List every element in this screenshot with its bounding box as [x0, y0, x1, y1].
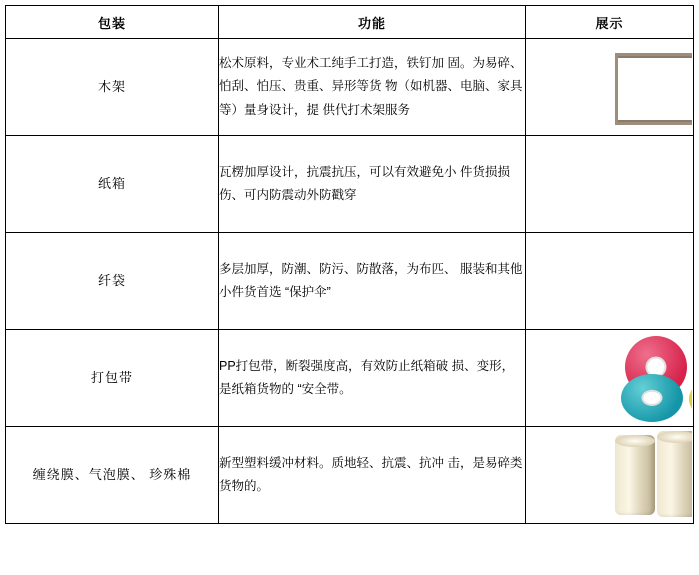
cell-display-image: [526, 427, 694, 524]
cell-display-image: [526, 330, 694, 427]
cell-package-name: 缠绕膜、气泡膜、 珍殊棉: [6, 427, 219, 524]
column-header-display: 展示: [526, 6, 694, 39]
cell-function-text: 新型塑料缓冲材料。质地轻、抗震、抗冲 击，是易碎类货物的。: [219, 427, 526, 524]
strapping-reel-cyan: [621, 374, 683, 422]
table-row: [6, 427, 694, 524]
table-row: [6, 330, 694, 427]
table-row: [6, 39, 694, 136]
cell-display-image: [526, 39, 694, 136]
strapping-reels-photo: [526, 330, 692, 426]
cell-function-text: 松术原料，专业术工纯手工打造，铁钉加 固。为易碎、怕刮、怕压、贵重、异形等货 物（如机器、电脑、家具等）量身设计，提 供代打术架服务: [219, 39, 526, 136]
table-row: [6, 136, 694, 233]
cell-display-image: [526, 233, 694, 330]
packaging-spec-sheet: [0, 5, 699, 575]
cell-function-text: PP打包带，断裂强度高，有效防止纸箱破 损、变形，是纸箱货物的 “安全带。: [219, 330, 526, 427]
table-header: [6, 6, 694, 39]
cell-function-text: 瓦楞加厚设计，抗震抗压，可以有效避免小 件货损损伤、可内防震动外防戳穿: [219, 136, 526, 233]
strapping-reel-yellow: [689, 376, 692, 422]
table-row: [6, 233, 694, 330]
reel-core: [641, 390, 662, 406]
cell-package-name: 打包带: [6, 330, 219, 427]
cell-display-image: [526, 136, 694, 233]
packaging-table: [5, 5, 694, 524]
cell-package-name: 纸箱: [6, 136, 219, 233]
cell-package-name: 纤袋: [6, 233, 219, 330]
column-header-function: 功能: [219, 6, 526, 39]
cell-package-name: 木架: [6, 39, 219, 136]
table-body: [6, 39, 694, 524]
woven-bags-photo: [526, 233, 692, 329]
wooden-crates-photo: [526, 39, 692, 135]
stretch-film-rolls-photo: [526, 427, 692, 523]
carton-boxes-photo: [526, 136, 692, 232]
cell-function-text: 多层加厚，防潮、防污、防散落，为布匹、 服装和其他小件货首选 “保护伞”: [219, 233, 526, 330]
column-header-package: 包装: [6, 6, 219, 39]
table-header-row: [6, 6, 694, 39]
